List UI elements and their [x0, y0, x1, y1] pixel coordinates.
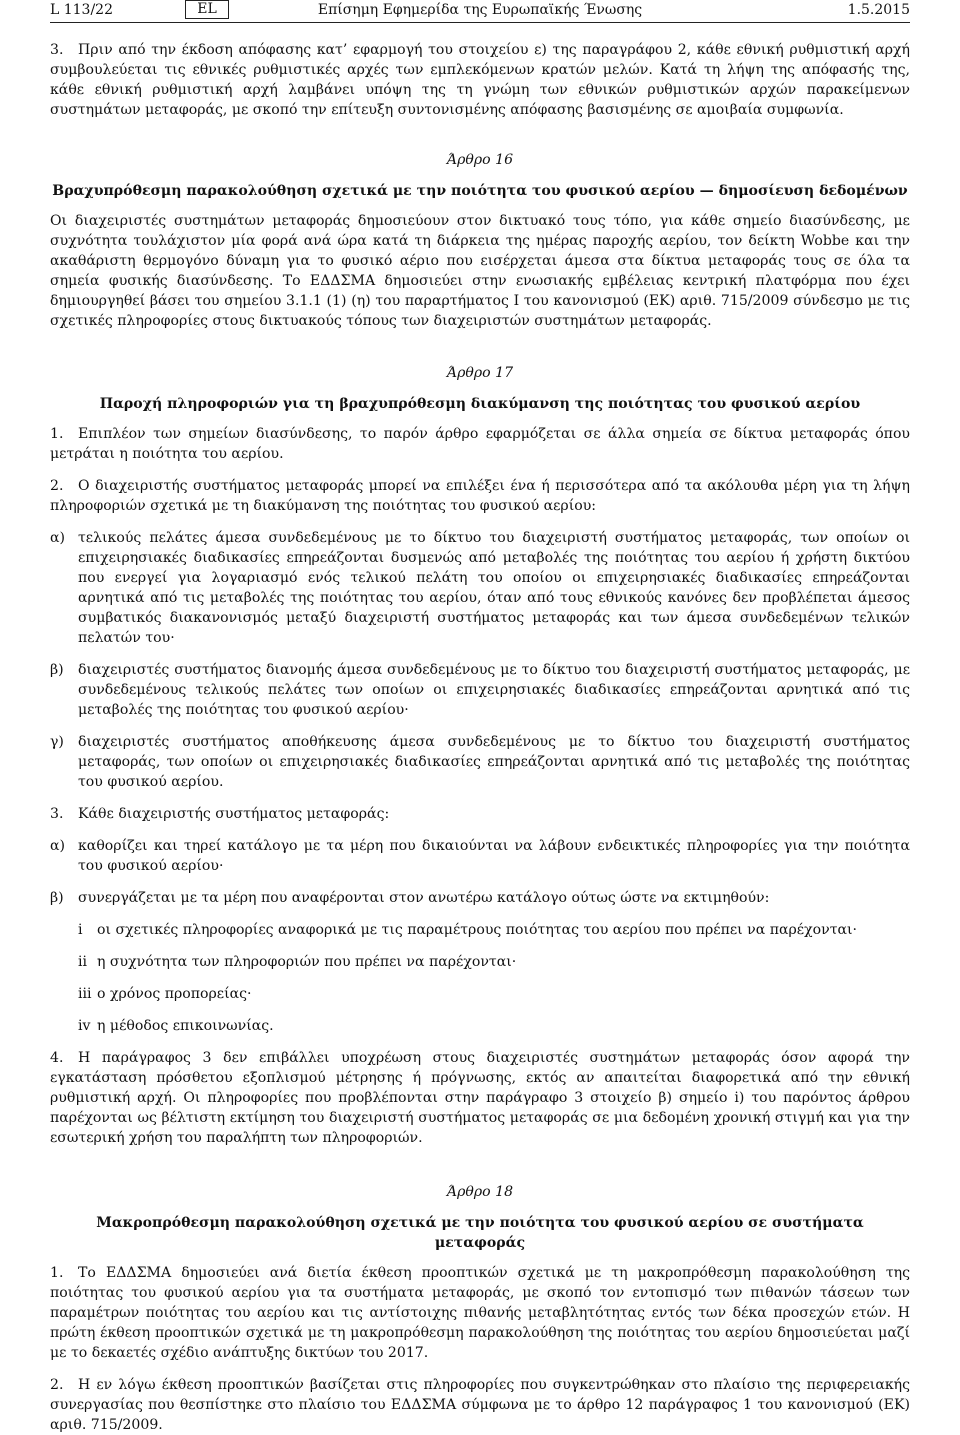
article-17-heading: Παροχή πληροφοριών για τη βραχυπρόθεσμη διακύμανση της ποιότητας του φυσικού αερίου [99, 396, 861, 412]
paragraph-text: Κάθε διαχειριστής συστήματος μεταφοράς: [78, 806, 390, 822]
paragraph-number: 3. [50, 42, 64, 58]
paragraph-number: 1. [50, 426, 64, 442]
sub-list-item [50, 984, 910, 1004]
sub-item-text: οι σχετικές πληροφορίες αναφορικά με τις παραμέτρους ποιότητας του αερίου που πρέπει να παρέχονται· [97, 922, 858, 938]
paragraph-text: Η εν λόγω έκθεση προοπτικών βασίζεται στις πληροφορίες που συγκεντρώθηκαν στο πλαίσιο της περιφερειακής συνεργασίας που θεσπίστηκε στο πλαίσιο του ΕΔΔΣΜΑ σύμφωνα με το άρθρο 12 παράγραφος 1 του κανονισμού (ΕΚ) αριθ. 715/2009. [50, 1377, 910, 1433]
paragraph-text: Ο διαχειριστής συστήματος μεταφοράς μπορεί να επιλέξει ένα ή περισσότερα από τα ακόλουθα μέρη για τη λήψη πληροφοριών σχετικά με τη διακύμανση της ποιότητας του φυσικού αερίου: [50, 478, 910, 514]
paragraph-number: 1. [50, 1265, 64, 1281]
sub-item-marker: iv [78, 1018, 91, 1034]
item-marker: α) [50, 530, 66, 546]
sub-item-marker: iii [78, 986, 92, 1002]
paragraph-number: 2. [50, 1377, 64, 1393]
sub-item-text: η συχνότητα των πληροφοριών που πρέπει να παρέχονται· [97, 954, 517, 970]
item-text: διαχειριστές συστήματος αποθήκευσης άμεσα συνδεδεμένους με το δίκτυο του διαχειριστή συστήματος μεταφοράς, των οποίων οι επιχειρησιακές διαδικασίες επηρεάζονται αρνητικά από τις μεταβολές της ποιότητας του φυσικού αερίου. [78, 734, 910, 790]
article-16-heading: Βραχυπρόθεσμη παρακολούθηση σχετικά με την ποιότητα του φυσικού αερίου — δημοσίευση δεδομένων [52, 183, 908, 199]
paragraph-number: 2. [50, 478, 64, 494]
item-text: τελικούς πελάτες άμεσα συνδεδεμένους με το δίκτυο του διαχειριστή συστήματος μεταφοράς, των οποίων οι επιχειρησιακές διαδικασίες επηρεάζονται δυσμενώς από μεταβολές της ποιότητας του αερίου ή χρήστη δικτύου που ενεργεί για λογαριασμό ενός τελικού πελάτη του οποίου οι επιχειρησιακές διαδικασίες επηρεάζονται αρνητικά από τις μεταβολές της ποιότητας του αερίου, όταν από τους εθνικούς κανόνες δεν προβλέπεται άμεσος συμβατικός διακανονισμός μεταξύ διαχειριστή συστήματος μεταφοράς και των άμεσα συνδεδεμένων τελικών πελατών του· [78, 530, 910, 646]
paragraph-text: Το ΕΔΔΣΜΑ δημοσιεύει ανά διετία έκθεση προοπτικών σχετικά με τη μακροπρόθεσμη παρακολούθηση της ποιότητας του φυσικού αερίου για τα συστήματα μεταφοράς, με σκοπό τον εντοπισμό των πιθανών τάσεων των παραμέτρων ποιότητας του αερίου και τις αντίστοιχης πιθανής μεταβλητότητας εντός των δέκα προσεχών ετών. Η πρώτη έκθεση προοπτικών σχετικά με τη μακροπρόθεσμη παρακολούθηση της ποιότητας του αερίου δημοσιεύεται μαζί με το δεκαετές σχέδιο ανάπτυξης δικτύων του 2017. [50, 1265, 910, 1361]
list-item [50, 836, 910, 876]
paragraph-text: Επιπλέον των σημείων διασύνδεσης, το παρόν άρθρο εφαρμόζεται σε άλλα σημεία σε δίκτυα μεταφοράς όπου μετράται η ποιότητα του αερίου. [50, 426, 910, 462]
article-17-paragraph-3 [50, 804, 910, 824]
intro-paragraph [50, 40, 910, 120]
article-16-title: Άρθρο 16 [446, 152, 514, 168]
sub-item-marker: i [78, 922, 83, 938]
sub-item-marker: ii [78, 954, 88, 970]
journal-title: Επίσημη Εφημερίδα της Ευρωπαϊκής Ένωσης [317, 2, 643, 18]
sub-list-item [50, 952, 910, 972]
article-18-paragraph-2 [50, 1375, 910, 1435]
sub-item-text: ο χρόνος προπορείας· [97, 986, 252, 1002]
page-number: L 113/22 [50, 2, 113, 18]
sub-item-text: η μέθοδος επικοινωνίας. [97, 1018, 274, 1034]
paragraph-text: Πριν από την έκδοση απόφασης κατ’ εφαρμογή του στοιχείου ε) της παραγράφου 2, κάθε εθνική ρυθμιστική αρχή συμβουλεύεται τις εθνικές ρυθμιστικές αρχές των εμπλεκόμενων κρατών μελών. Κατά τη λήψη της απόφασής της, κάθε εθνική ρυθμιστική αρχή λαμβάνει υπόψη της τη γνώμη των εθνικών ρυθμιστικών αρχών παρακείμενων συστημάτων μεταφοράς, με σκοπό την επίτευξη συντονισμένης απόφασης βασισμένης σε αμοιβαία συμφωνία. [50, 42, 910, 118]
list-item [50, 528, 910, 648]
list-item [50, 888, 910, 908]
article-18-heading: Μακροπρόθεσμη παρακολούθηση σχετικά με την ποιότητα του φυσικού αερίου σε συστήματα μεταφοράς [96, 1215, 864, 1251]
item-marker: β) [50, 662, 64, 678]
list-item [50, 732, 910, 792]
item-text: καθορίζει και τηρεί κατάλογο με τα μέρη που δικαιούνται να λάβουν ενδεικτικές πληροφορίες για την ποιότητα του φυσικού αερίου· [78, 838, 910, 874]
page-header [50, 0, 910, 23]
article-18-title: Άρθρο 18 [446, 1184, 514, 1200]
article-16-paragraph: Οι διαχειριστές συστημάτων μεταφοράς δημοσιεύουν στον δικτυακό τους τόπο, για κάθε σημείο διασύνδεσης, με συχνότητα τουλάχιστον μία φορά ανά ώρα κατά τη διάρκεια της ημέρας παροχής αερίου, τον δείκτη Wobbe και την ακαθάριστη θερμογόνο δύναμη για το φυσικό αέριο που εισέρχεται άμεσα στα δίκτυα μεταφοράς τους σε όλα τα σημεία φυσικής διασύνδεσης. Το ΕΔΔΣΜΑ δημοσιεύει στην ενωσιακής εμβέλειας κεντρική πλατφόρμα που έχει δημιουργηθεί βάσει του σημείου 3.1.1 (1) (η) του παραρτήματος I του κανονισμού (ΕΚ) αριθ. 715/2009 σύνδεσμο με τις σχετικές πληροφορίες στους δικτυακούς τόπους των διαχειριστών συστημάτων μεταφοράς. [50, 213, 910, 329]
sub-list-item [50, 1016, 910, 1036]
article-18-paragraph-1 [50, 1263, 910, 1363]
paragraph-text: Η παράγραφος 3 δεν επιβάλλει υποχρέωση στους διαχειριστές συστημάτων μεταφοράς όσον αφορά την εγκατάσταση πρόσθετου εξοπλισμού μέτρησης ή πρόγνωσης, εκτός αν απαιτείται διαφορετικά από την εθνική ρυθμιστική αρχή. Οι πληροφορίες που προβλέπονται στην παράγραφο 3 στοιχείο β) σημείο i) του παρόντος άρθρου παρέχονται ως βέλτιστη εκτίμηση του διαχειριστή συστήματος μεταφοράς σε μια δεδομένη χρονική στιγμή και για την εσωτερική χρήση του παραλήπτη των πληροφοριών. [50, 1050, 910, 1146]
article-17-title: Άρθρο 17 [446, 365, 514, 381]
publication-date: 1.5.2015 [847, 2, 910, 18]
document-body [50, 40, 910, 1435]
paragraph-number: 4. [50, 1050, 64, 1066]
article-17-paragraph-4 [50, 1048, 910, 1148]
paragraph-number: 3. [50, 806, 64, 822]
article-17-paragraph-2 [50, 476, 910, 516]
list-item [50, 660, 910, 720]
item-text: συνεργάζεται με τα μέρη που αναφέρονται στον ανωτέρω κατάλογο ούτως ώστε να εκτιμηθούν: [78, 890, 770, 906]
sub-list-item [50, 920, 910, 940]
item-marker: γ) [50, 734, 64, 750]
language-code-box: EL [185, 0, 229, 19]
item-text: διαχειριστές συστήματος διανομής άμεσα συνδεδεμένους με το δίκτυο του διαχειριστή συστήματος μεταφοράς, με συνδεδεμένους τελικούς πελάτες των οποίων οι επιχειρησιακές διαδικασίες επηρεάζονται αρνητικά από τις μεταβολές της ποιότητας του φυσικού αερίου· [78, 662, 910, 718]
item-marker: α) [50, 838, 66, 854]
article-17-paragraph-1 [50, 424, 910, 464]
item-marker: β) [50, 890, 64, 906]
